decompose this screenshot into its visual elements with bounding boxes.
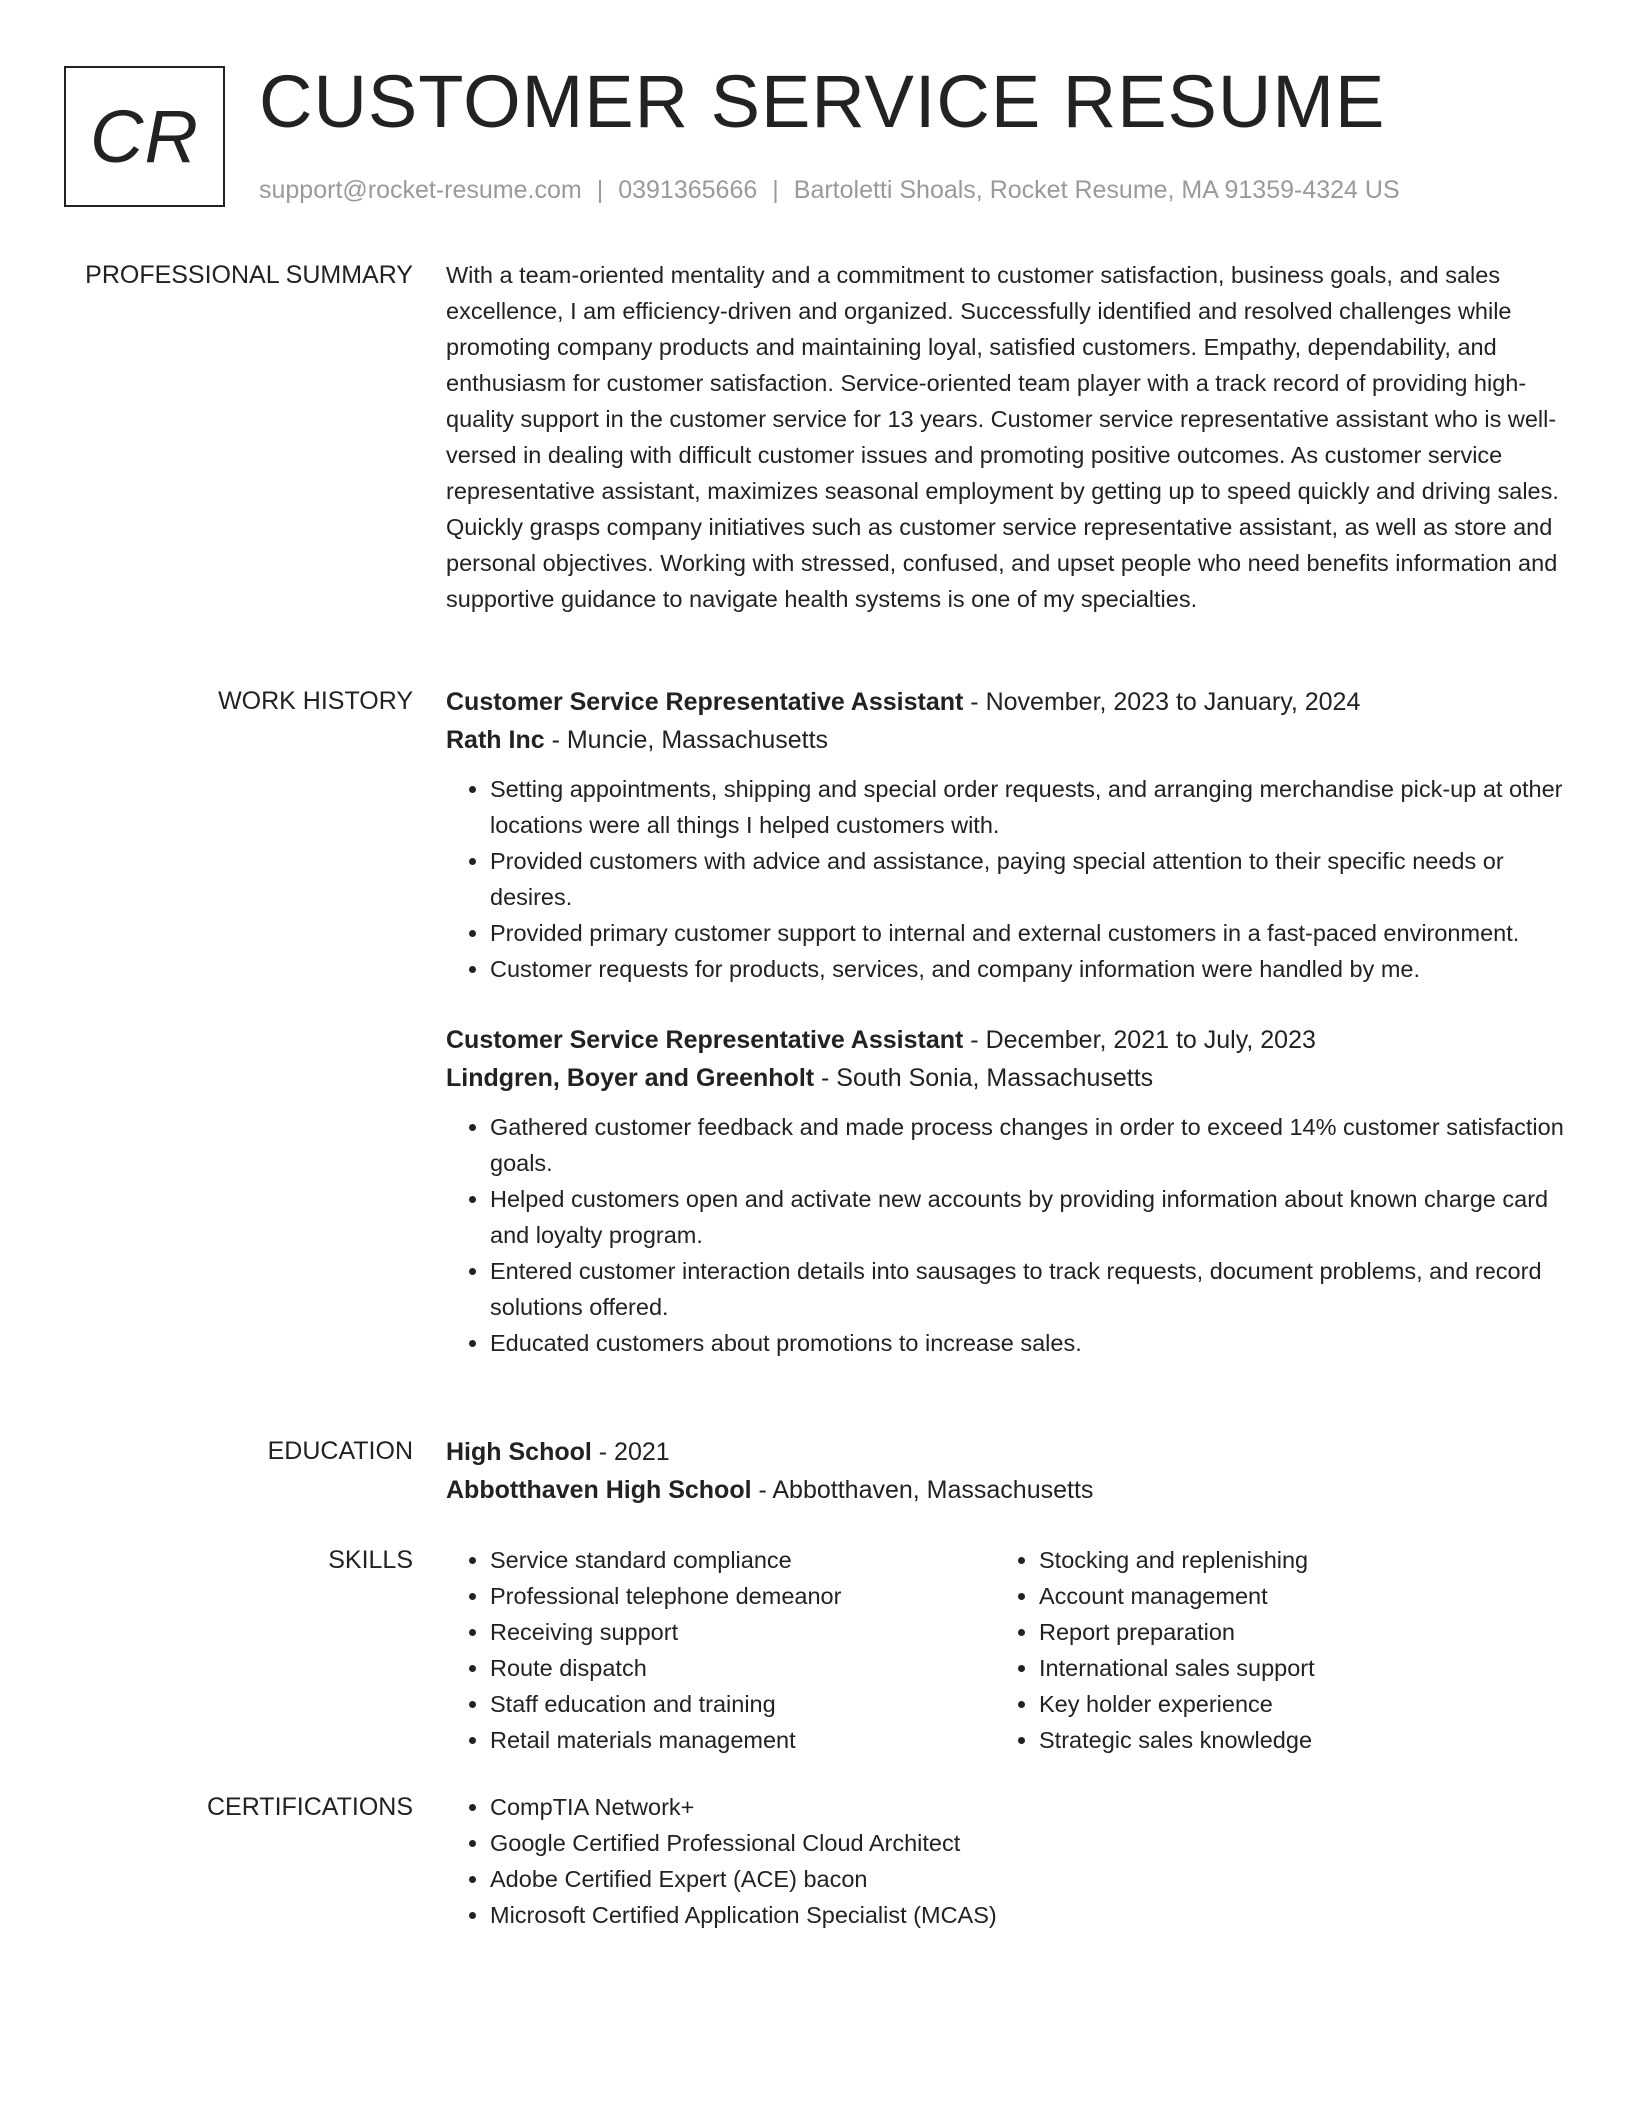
list-item: • Retail materials management: [490, 1722, 995, 1758]
contact-phone: 0391365666: [618, 176, 758, 204]
list-item: • Report preparation: [1039, 1614, 1544, 1650]
list-item: • CompTIA Network+: [490, 1789, 1566, 1825]
page-title: CUSTOMER SERVICE RESUME: [259, 60, 1386, 143]
work-body: [446, 683, 1566, 1361]
list-item: • Key holder experience: [1039, 1686, 1544, 1722]
skills-right-list: [995, 1542, 1544, 1758]
job-bullets: [446, 771, 1566, 987]
contact-separator: |: [596, 176, 604, 204]
job-bullets: [446, 1109, 1566, 1361]
education-degree: High School: [446, 1438, 592, 1466]
job-title: Customer Service Representative Assistant: [446, 688, 964, 716]
list-item: • Microsoft Certified Application Specialist (MCAS): [490, 1897, 1566, 1933]
education-degree-line: [446, 1433, 1566, 1471]
contact-separator: |: [772, 176, 779, 204]
education-school-line: [446, 1471, 1566, 1509]
list-item: • Provided customers with advice and assistance, paying special attention to their specific needs or desires.: [490, 843, 1566, 915]
job-entry: [446, 683, 1566, 987]
education-school: Abbotthaven High School: [446, 1476, 752, 1504]
section-label-summary: PROFESSIONAL SUMMARY: [85, 261, 413, 289]
contact-line: [259, 172, 1400, 208]
job-title-line: [446, 683, 1566, 721]
monogram-badge: CR: [64, 66, 225, 207]
certifications-list: [446, 1789, 1566, 1933]
list-item: • Adobe Certified Expert (ACE) bacon: [490, 1861, 1566, 1897]
certifications-body: [446, 1789, 1566, 1933]
job-company-line: [446, 721, 1566, 759]
summary-text: With a team-oriented mentality and a commitment to customer satisfaction, business goals, and sales excellence, I am efficiency-driven and organized. Successfully identified and resolved challenges while promoting company products and maintaining loyal, satisfied customers. Empathy, dependability, and enthusiasm for customer satisfaction. Service-oriented team player with a track record of providing high-quality support in the customer service for 13 years. Customer service representative assistant who is well-versed in dealing with difficult customer issues and promoting positive outcomes. As customer service representative assistant, maximizes seasonal employment by getting up to speed quickly and driving sales. Quickly grasps company initiatives such as customer service representative assistant, as well as store and personal objectives. Working with stressed, confused, and upset people who need benefits information and supportive guidance to navigate health systems is one of my specialties.: [446, 262, 1559, 612]
skills-body: [446, 1542, 1566, 1758]
skills-columns: [446, 1542, 1566, 1758]
contact-address: Bartoletti Shoals, Rocket Resume, MA 91359-4324 US: [793, 176, 1400, 204]
job-dates: - November, 2023 to January, 2024: [963, 688, 1361, 716]
list-item: • Staff education and training: [490, 1686, 995, 1722]
list-item: • Google Certified Professional Cloud Architect: [490, 1825, 1566, 1861]
job-dates: - December, 2021 to July, 2023: [963, 1026, 1316, 1054]
list-item: • Educated customers about promotions to increase sales.: [490, 1325, 1566, 1361]
list-item: • Gathered customer feedback and made process changes in order to exceed 14% customer satisfaction goals.: [490, 1109, 1566, 1181]
section-label-work: WORK HISTORY: [218, 687, 413, 715]
job-location: - South Sonia, Massachusetts: [814, 1064, 1154, 1092]
list-item: • Provided primary customer support to internal and external customers in a fast-paced environment.: [490, 915, 1566, 951]
list-item: • Customer requests for products, services, and company information were handled by me.: [490, 951, 1566, 987]
job-entry: [446, 1021, 1566, 1361]
job-title-line: [446, 1021, 1566, 1059]
list-item: • Professional telephone demeanor: [490, 1578, 995, 1614]
job-title: Customer Service Representative Assistant: [446, 1026, 964, 1054]
job-location: - Muncie, Massachusetts: [544, 726, 829, 754]
list-item: • Setting appointments, shipping and special order requests, and arranging merchandise pick-up at other locations were all things I helped customers with.: [490, 771, 1566, 843]
education-location: - Abbotthaven, Massachusetts: [751, 1476, 1094, 1504]
section-label-certifications: CERTIFICATIONS: [206, 1793, 413, 1821]
skills-left-list: [446, 1542, 995, 1758]
list-item: • Helped customers open and activate new accounts by providing information about known charge card and loyalty program.: [490, 1181, 1566, 1253]
list-item: • Route dispatch: [490, 1650, 995, 1686]
education-year: - 2021: [591, 1438, 670, 1466]
summary-body: [446, 257, 1566, 617]
list-item: • Stocking and replenishing: [1039, 1542, 1544, 1578]
list-item: • Account management: [1039, 1578, 1544, 1614]
list-item: • Service standard compliance: [490, 1542, 995, 1578]
section-label-skills: SKILLS: [328, 1546, 413, 1574]
list-item: • Entered customer interaction details into sausages to track requests, document problems, and record solutions offered.: [490, 1253, 1566, 1325]
section-label-education: EDUCATION: [267, 1437, 413, 1465]
job-company: Rath Inc: [446, 726, 545, 754]
list-item: • Receiving support: [490, 1614, 995, 1650]
list-item: • Strategic sales knowledge: [1039, 1722, 1544, 1758]
job-company: Lindgren, Boyer and Greenholt: [446, 1064, 815, 1092]
contact-email: support@rocket-resume.com: [259, 176, 582, 204]
job-company-line: [446, 1059, 1566, 1097]
list-item: • International sales support: [1039, 1650, 1544, 1686]
education-body: [446, 1433, 1566, 1509]
